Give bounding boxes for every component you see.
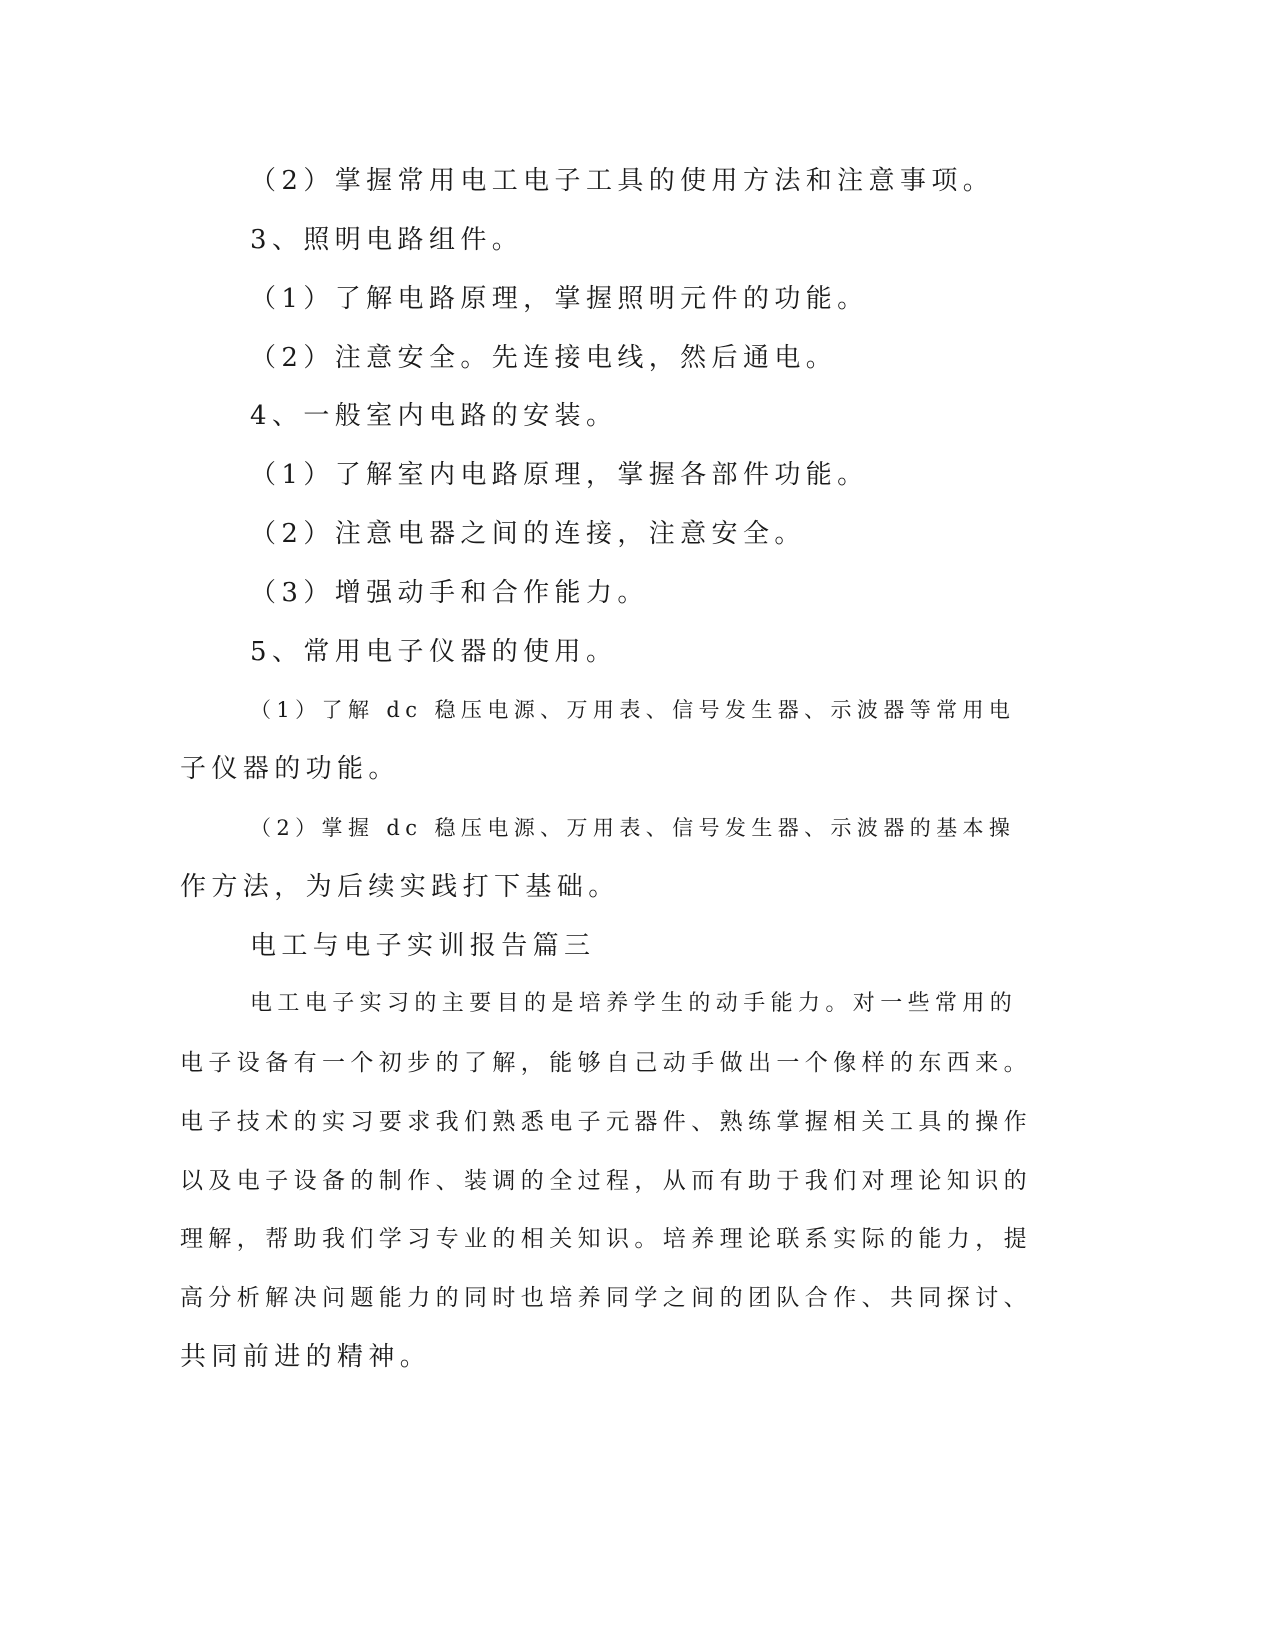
list-item: （2）掌握常用电工电子工具的使用方法和注意事项。 — [250, 166, 995, 196]
paragraph-line: 电子设备有一个初步的了解，能够自己动手做出一个像样的东西来。 — [180, 1050, 1032, 1076]
list-item: （2）注意电器之间的连接，注意安全。 — [250, 519, 806, 549]
paragraph-line: 以及电子设备的制作、装调的全过程，从而有助于我们对理论知识的 — [180, 1168, 1032, 1194]
section-heading: 4、一般室内电路的安装。 — [250, 401, 618, 431]
list-item-continuation: 子仪器的功能。 — [180, 754, 400, 784]
chapter-heading: 电工与电子实训报告篇三 — [250, 931, 596, 961]
list-item: （1）了解电路原理，掌握照明元件的功能。 — [250, 284, 869, 314]
list-item: （2）掌握 dc 稳压电源、万用表、信号发生器、示波器的基本操 — [250, 816, 1016, 840]
paragraph-line: 电子技术的实习要求我们熟悉电子元器件、熟练掌握相关工具的操作 — [180, 1109, 1032, 1135]
paragraph-line: 电工电子实习的主要目的是培养学生的动手能力。对一些常用的 — [250, 991, 1018, 1016]
paragraph-line: 理解，帮助我们学习专业的相关知识。培养理论联系实际的能力，提 — [180, 1226, 1032, 1252]
paragraph-line: 共同前进的精神。 — [180, 1342, 432, 1372]
paragraph-line: 高分析解决问题能力的同时也培养同学之间的团队合作、共同探讨、 — [180, 1285, 1032, 1311]
list-item-continuation: 作方法，为后续实践打下基础。 — [180, 872, 620, 902]
list-item: （3）增强动手和合作能力。 — [250, 578, 649, 608]
list-item: （2）注意安全。先连接电线，然后通电。 — [250, 343, 838, 373]
list-item: （1）了解 dc 稳压电源、万用表、信号发生器、示波器等常用电 — [250, 698, 1016, 722]
section-heading: 3、照明电路组件。 — [250, 225, 524, 255]
list-item: （1）了解室内电路原理，掌握各部件功能。 — [250, 460, 869, 490]
section-heading: 5、常用电子仪器的使用。 — [250, 637, 618, 667]
